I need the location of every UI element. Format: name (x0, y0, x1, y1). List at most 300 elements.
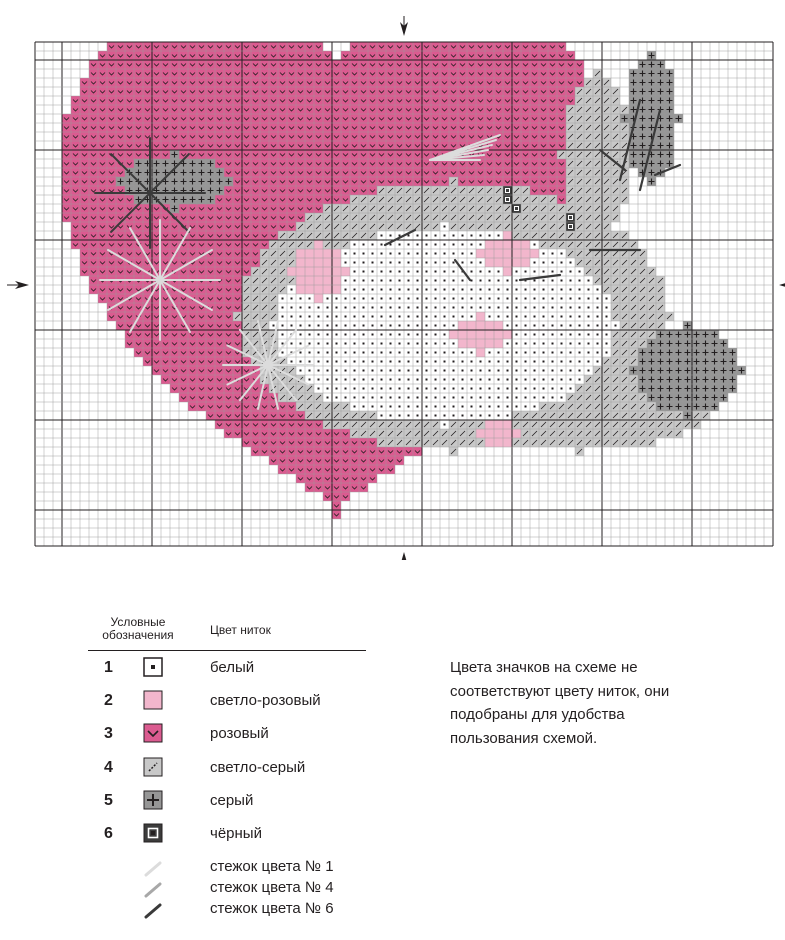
stitch-cell (557, 60, 566, 69)
stitch-cell (377, 96, 386, 105)
white-dot-mark (480, 289, 482, 291)
white-dot-mark (354, 244, 356, 246)
stitch-cell (260, 420, 269, 429)
stitch-cell (395, 60, 404, 69)
stitch-cell (278, 411, 287, 420)
stitch-cell (80, 222, 89, 231)
stitch-cell (125, 123, 134, 132)
stitch-cell (161, 321, 170, 330)
stitch-cell (80, 159, 89, 168)
stitch-cell (197, 78, 206, 87)
stitch-cell (80, 177, 89, 186)
stitch-cell (224, 213, 233, 222)
white-dot-mark (390, 235, 392, 237)
stitch-cell (71, 132, 80, 141)
white-dot-mark (291, 316, 293, 318)
stitch-cell (188, 321, 197, 330)
stitch-cell (296, 60, 305, 69)
stitch-cell (467, 114, 476, 123)
stitch-cell (305, 96, 314, 105)
stitch-cell (98, 240, 107, 249)
stitch-cell (206, 141, 215, 150)
stitch-cell (305, 204, 314, 213)
stitch-cell (251, 438, 260, 447)
white-dot-mark (480, 280, 482, 282)
stitch-cell (62, 177, 71, 186)
stitch-cell (413, 42, 422, 51)
white-dot-mark (354, 253, 356, 255)
white-dot-mark (300, 316, 302, 318)
stitch-cell (476, 429, 485, 438)
stitch-cell (125, 78, 134, 87)
white-dot-mark (381, 271, 383, 273)
stitch-cell (422, 150, 431, 159)
stitch-cell (386, 87, 395, 96)
white-dot-mark (570, 280, 572, 282)
white-dot-mark (354, 289, 356, 291)
stitch-cell (350, 465, 359, 474)
stitch-cell (314, 177, 323, 186)
stitch-cell (260, 186, 269, 195)
white-dot-mark (489, 235, 491, 237)
stitch-cell (548, 168, 557, 177)
white-dot-mark (453, 262, 455, 264)
stitch-cell (485, 60, 494, 69)
stitch-cell (458, 168, 467, 177)
stitch-cell (179, 204, 188, 213)
stitch-cell (341, 492, 350, 501)
stitch-cell (476, 168, 485, 177)
stitch-cell (296, 78, 305, 87)
stitch-cell (314, 78, 323, 87)
white-dot-mark (309, 352, 311, 354)
stitch-cell (512, 159, 521, 168)
white-dot-mark (435, 280, 437, 282)
stitch-cell (422, 96, 431, 105)
stitch-cell (368, 114, 377, 123)
stitch-cell (197, 96, 206, 105)
stitch-cell (179, 330, 188, 339)
stitch-cell (539, 132, 548, 141)
stitch-cell (548, 186, 557, 195)
white-dot-mark (516, 325, 518, 327)
stitch-cell (233, 231, 242, 240)
stitch-cell (413, 105, 422, 114)
white-dot-mark (588, 298, 590, 300)
stitch-cell (242, 429, 251, 438)
white-dot-mark (588, 307, 590, 309)
stitch-cell (485, 240, 494, 249)
stitch-cell (260, 51, 269, 60)
stitch-cell (395, 159, 404, 168)
stitch-cell (242, 222, 251, 231)
stitch-cell (71, 114, 80, 123)
stitch-cell (575, 69, 584, 78)
white-dot-mark (579, 325, 581, 327)
white-dot-mark (381, 253, 383, 255)
stitch-cell (494, 420, 503, 429)
stitch-cell (71, 168, 80, 177)
white-dot-mark (417, 235, 419, 237)
stitch-cell (251, 249, 260, 258)
white-dot-mark (453, 298, 455, 300)
stitch-cell (332, 105, 341, 114)
stitch-cell (107, 141, 116, 150)
white-dot-mark (543, 316, 545, 318)
stitch-cell (359, 78, 368, 87)
stitch-cell (512, 240, 521, 249)
stitch-cell (89, 168, 98, 177)
stitch-cell (206, 285, 215, 294)
stitch-cell (539, 96, 548, 105)
stitch-cell (386, 105, 395, 114)
stitch-cell (296, 438, 305, 447)
stitch-cell (107, 78, 116, 87)
stitch-cell (296, 186, 305, 195)
stitch-cell (278, 141, 287, 150)
stitch-cell (395, 87, 404, 96)
stitch-cell (107, 267, 116, 276)
white-dot-mark (534, 343, 536, 345)
stitch-cell (296, 105, 305, 114)
stitch-cell (233, 159, 242, 168)
white-dot-mark (273, 325, 275, 327)
stitch-cell (404, 159, 413, 168)
stitch-cell (179, 78, 188, 87)
stitch-cell (413, 114, 422, 123)
stitch-cell (269, 159, 278, 168)
stitch-cell (71, 222, 80, 231)
white-dot-mark (417, 262, 419, 264)
stitch-cell (332, 501, 341, 510)
stitch-cell (539, 69, 548, 78)
stitch-cell (224, 303, 233, 312)
stitch-cell (224, 267, 233, 276)
stitch-cell (287, 150, 296, 159)
white-dot-mark (363, 325, 365, 327)
white-dot-mark (417, 298, 419, 300)
stitch-cell (269, 87, 278, 96)
stitch-cell (458, 60, 467, 69)
white-dot-mark (444, 289, 446, 291)
stitch-cell (278, 168, 287, 177)
stitch-cell (431, 168, 440, 177)
white-dot-mark (570, 343, 572, 345)
stitch-cell (368, 78, 377, 87)
white-dot-mark (363, 253, 365, 255)
stitch-cell (206, 204, 215, 213)
stitch-cell (62, 141, 71, 150)
stitch-cell (206, 258, 215, 267)
white-dot-mark (453, 271, 455, 273)
stitch-cell (377, 150, 386, 159)
white-dot-mark (462, 262, 464, 264)
stitch-cell (332, 267, 341, 276)
stitch-cell (269, 60, 278, 69)
white-dot-mark (507, 280, 509, 282)
stitch-cell (233, 213, 242, 222)
white-dot-mark (588, 343, 590, 345)
white-dot-mark (372, 289, 374, 291)
stitch-cell (548, 96, 557, 105)
stitch-cell (332, 447, 341, 456)
stitch-cell (278, 177, 287, 186)
stitch-cell (440, 141, 449, 150)
white-dot-mark (435, 343, 437, 345)
white-dot-mark (543, 253, 545, 255)
stitch-cell (341, 78, 350, 87)
stitch-cell (215, 384, 224, 393)
white-dot-mark (471, 235, 473, 237)
stitch-cell (566, 213, 575, 222)
stitch-cell (323, 141, 332, 150)
stitch-cell (332, 195, 341, 204)
stitch-cell (89, 213, 98, 222)
white-dot-mark (444, 343, 446, 345)
stitch-cell (215, 141, 224, 150)
stitch-cell (251, 69, 260, 78)
stitch-cell (179, 141, 188, 150)
stitch-cell (539, 78, 548, 87)
stitch-cell (341, 51, 350, 60)
white-dot-mark (372, 253, 374, 255)
stitch-cell (386, 465, 395, 474)
stitch-cell (305, 60, 314, 69)
stitch-cell (314, 159, 323, 168)
white-dot-mark (345, 307, 347, 309)
stitch-cell (260, 60, 269, 69)
stitch-cell (548, 60, 557, 69)
stitch-cell (116, 42, 125, 51)
white-dot-mark (291, 307, 293, 309)
stitch-cell (161, 240, 170, 249)
stitch-cell (161, 51, 170, 60)
white-dot-mark (345, 253, 347, 255)
stitch-cell (386, 177, 395, 186)
white-dot-mark (543, 271, 545, 273)
stitch-cell (260, 132, 269, 141)
stitch-cell (98, 51, 107, 60)
white-dot-mark (354, 280, 356, 282)
white-dot-mark (291, 289, 293, 291)
stitch-cell (467, 321, 476, 330)
stitch-cell (386, 69, 395, 78)
stitch-cell (242, 438, 251, 447)
white-dot-mark (597, 316, 599, 318)
stitch-cell (89, 231, 98, 240)
stitch-cell (503, 87, 512, 96)
stitch-cell (125, 105, 134, 114)
stitch-cell (260, 240, 269, 249)
stitch-cell (548, 87, 557, 96)
stitch-cell (251, 213, 260, 222)
stitch-cell (251, 429, 260, 438)
stitch-cell (71, 105, 80, 114)
stitch-cell (134, 330, 143, 339)
white-dot-mark (309, 325, 311, 327)
stitch-cell (170, 42, 179, 51)
stitch-cell (350, 438, 359, 447)
stitch-cell (251, 258, 260, 267)
stitch-cell (287, 168, 296, 177)
stitch-cell (80, 240, 89, 249)
stitch-cell (494, 240, 503, 249)
stitch-cell (305, 420, 314, 429)
stitch-cell (512, 96, 521, 105)
stitch-cell (179, 303, 188, 312)
stitch-cell (179, 384, 188, 393)
stitch-cell (287, 267, 296, 276)
stitch-cell (188, 366, 197, 375)
stitch-cell (287, 420, 296, 429)
stitch-cell (341, 465, 350, 474)
white-dot-mark (435, 235, 437, 237)
stitch-cell (341, 141, 350, 150)
stitch-cell (89, 87, 98, 96)
stitch-cell (305, 483, 314, 492)
white-dot-mark (300, 298, 302, 300)
stitch-cell (89, 177, 98, 186)
stitch-cell (152, 366, 161, 375)
stitch-cell (323, 51, 332, 60)
stitch-cell (314, 285, 323, 294)
stitch-cell (341, 456, 350, 465)
stitch-cell (350, 132, 359, 141)
stitch-cell (251, 177, 260, 186)
white-dot-mark (390, 316, 392, 318)
stitch-cell (530, 159, 539, 168)
stitch-cell (314, 240, 323, 249)
stitch-cell (341, 96, 350, 105)
stitch-cell (368, 438, 377, 447)
white-dot-mark (453, 289, 455, 291)
stitch-cell (134, 114, 143, 123)
stitch-cell (215, 42, 224, 51)
stitch-cell (98, 285, 107, 294)
stitch-cell (413, 168, 422, 177)
stitch-cell (350, 168, 359, 177)
white-dot-mark (435, 262, 437, 264)
stitch-cell (278, 465, 287, 474)
stitch-cell (188, 78, 197, 87)
stitch-cell (179, 213, 188, 222)
white-dot-mark (444, 325, 446, 327)
stitch-cell (323, 456, 332, 465)
stitch-cell (557, 168, 566, 177)
stitch-cell (431, 42, 440, 51)
stitch-cell (296, 123, 305, 132)
white-dot-mark (462, 307, 464, 309)
white-dot-mark (318, 343, 320, 345)
stitch-cell (161, 96, 170, 105)
stitch-cell (188, 204, 197, 213)
stitch-cell (98, 78, 107, 87)
stitch-cell (503, 132, 512, 141)
stitch-cell (494, 123, 503, 132)
stitch-cell (305, 258, 314, 267)
stitch-cell (179, 87, 188, 96)
white-dot-mark (561, 298, 563, 300)
stitch-cell (152, 150, 161, 159)
stitch-cell (215, 69, 224, 78)
white-dot-mark (417, 244, 419, 246)
stitch-cell (395, 141, 404, 150)
stitch-cell (206, 42, 215, 51)
stitch-cell (116, 87, 125, 96)
white-dot-mark (444, 316, 446, 318)
stitch-cell (170, 366, 179, 375)
stitch-cell (233, 168, 242, 177)
white-dot-mark (570, 262, 572, 264)
stitch-cell (494, 78, 503, 87)
stitch-cell (260, 141, 269, 150)
stitch-cell (548, 69, 557, 78)
white-dot-mark (345, 280, 347, 282)
stitch-cell (224, 105, 233, 114)
stitch-cell (206, 222, 215, 231)
stitch-cell (116, 168, 125, 177)
stitch-cell (179, 96, 188, 105)
stitch-cell (170, 105, 179, 114)
stitch-cell (305, 150, 314, 159)
stitch-cell (530, 51, 539, 60)
white-dot-mark (381, 262, 383, 264)
stitch-cell (368, 447, 377, 456)
stitch-cell (476, 177, 485, 186)
stitch-cell (395, 447, 404, 456)
white-dot-mark (543, 325, 545, 327)
white-dot-mark (282, 307, 284, 309)
white-dot-mark (552, 298, 554, 300)
stitch-cell (359, 159, 368, 168)
stitch-cell (359, 465, 368, 474)
stitch-cell (98, 159, 107, 168)
stitch-cell (215, 285, 224, 294)
stitch-cell (494, 159, 503, 168)
stitch-cell (575, 60, 584, 69)
stitch-cell (89, 267, 98, 276)
stitch-cell (197, 51, 206, 60)
stitch-cell (251, 123, 260, 132)
stitch-cell (215, 393, 224, 402)
stitch-cell (215, 303, 224, 312)
stitch-cell (386, 51, 395, 60)
stitch-cell (314, 168, 323, 177)
stitch-cell (503, 42, 512, 51)
white-dot-mark (588, 289, 590, 291)
stitch-cell (503, 330, 512, 339)
stitch-cell (89, 150, 98, 159)
stitch-cell (377, 456, 386, 465)
stitch-cell (161, 366, 170, 375)
stitch-cell (134, 42, 143, 51)
stitch-cell (305, 195, 314, 204)
stitch-cell (323, 168, 332, 177)
stitch-cell (530, 78, 539, 87)
stitch-cell (224, 411, 233, 420)
stitch-cell (530, 42, 539, 51)
stitch-cell (215, 402, 224, 411)
stitch-cell (467, 330, 476, 339)
stitch-cell (206, 123, 215, 132)
white-dot-mark (570, 298, 572, 300)
white-dot-mark (300, 325, 302, 327)
stitch-cell (449, 42, 458, 51)
white-dot-mark (300, 334, 302, 336)
white-dot-mark (399, 271, 401, 273)
stitch-cell (161, 141, 170, 150)
stitch-cell (350, 69, 359, 78)
